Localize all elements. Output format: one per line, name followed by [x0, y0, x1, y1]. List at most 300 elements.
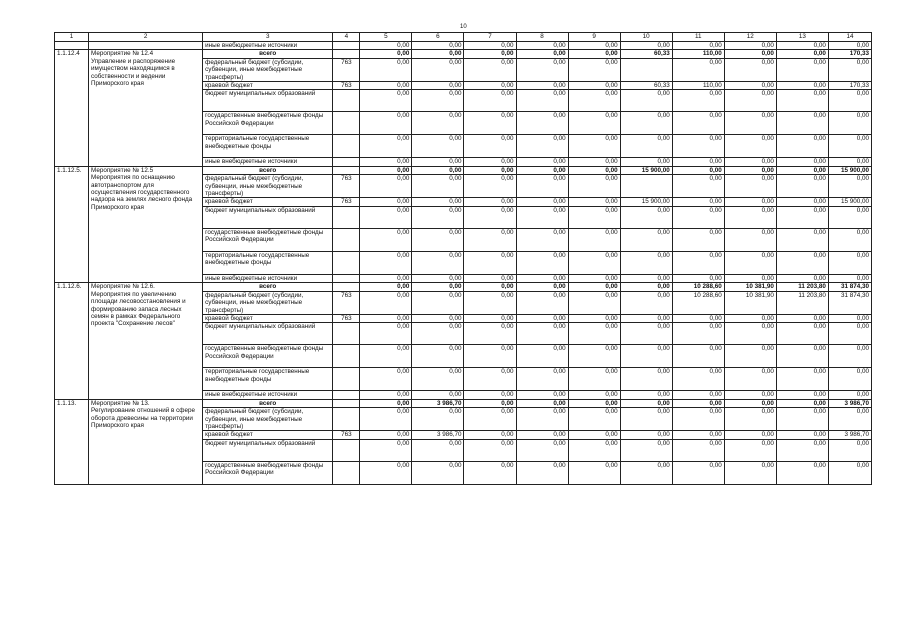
- amount-cell: 0,00: [568, 399, 620, 407]
- column-header: 13: [776, 33, 828, 42]
- amount-cell: 0,00: [672, 135, 724, 158]
- amount-cell: 0,00: [464, 135, 516, 158]
- amount-cell: 0,00: [776, 42, 828, 50]
- amount-cell: 0,00: [672, 166, 724, 174]
- amount-cell: 0,00: [828, 42, 871, 50]
- amount-cell: 0,00: [620, 345, 672, 368]
- amount-cell: 0,00: [568, 345, 620, 368]
- amount-cell: 0,00: [516, 50, 568, 58]
- budget-code: [333, 90, 360, 112]
- amount-cell: 0,00: [828, 314, 871, 322]
- budget-code: [333, 391, 360, 399]
- amount-cell: 0,00: [724, 158, 776, 166]
- group-total-row: [55, 50, 872, 58]
- amount-cell: 0,00: [828, 345, 871, 368]
- amount-cell: 0,00: [724, 175, 776, 198]
- amount-cell: 15 900,00: [828, 198, 871, 206]
- amount-cell: 0,00: [516, 58, 568, 81]
- amount-cell: 110,00: [672, 50, 724, 58]
- amount-cell: 0,00: [672, 368, 724, 391]
- table-row: [55, 42, 872, 50]
- funding-source: иные внебюджетные источники: [203, 391, 333, 399]
- amount-cell: 0,00: [360, 206, 412, 228]
- amount-cell: 0,00: [464, 274, 516, 282]
- amount-cell: 0,00: [724, 58, 776, 81]
- amount-cell: 0,00: [516, 42, 568, 50]
- amount-cell: 0,00: [672, 112, 724, 135]
- amount-cell: 0,00: [724, 408, 776, 431]
- amount-cell: 0,00: [360, 42, 412, 50]
- amount-cell: 0,00: [568, 251, 620, 274]
- amount-cell: 0,00: [828, 391, 871, 399]
- amount-cell: 31 874,30: [828, 291, 871, 314]
- amount-cell: 0,00: [620, 206, 672, 228]
- budget-code: [333, 274, 360, 282]
- budget-code: 763: [333, 82, 360, 90]
- amount-cell: 0,00: [464, 408, 516, 431]
- amount-cell: 0,00: [828, 439, 871, 461]
- amount-cell: 0,00: [464, 291, 516, 314]
- amount-cell: 0,00: [620, 399, 672, 407]
- amount-cell: 0,00: [412, 323, 464, 345]
- amount-cell: 0,00: [464, 314, 516, 322]
- amount-cell: 0,00: [568, 58, 620, 81]
- budget-code: [333, 112, 360, 135]
- funding-source: краевой бюджет: [203, 82, 333, 90]
- amount-cell: 0,00: [464, 283, 516, 291]
- amount-cell: 0,00: [620, 158, 672, 166]
- amount-cell: 60,33: [620, 50, 672, 58]
- funding-source: всего: [203, 50, 333, 58]
- amount-cell: 0,00: [360, 391, 412, 399]
- amount-cell: 0,00: [620, 391, 672, 399]
- amount-cell: 0,00: [516, 112, 568, 135]
- page-number: 10: [460, 24, 467, 30]
- amount-cell: 0,00: [516, 135, 568, 158]
- funding-source: территориальные государственные внебюджетные фонды: [203, 135, 333, 158]
- amount-cell: 0,00: [620, 228, 672, 251]
- amount-cell: 0,00: [568, 461, 620, 484]
- amount-cell: 0,00: [776, 323, 828, 345]
- amount-cell: 0,00: [776, 50, 828, 58]
- funding-source: государственные внебюджетные фонды Российской Федерации: [203, 228, 333, 251]
- amount-cell: 0,00: [724, 345, 776, 368]
- funding-source: государственные внебюджетные фонды Российской Федерации: [203, 112, 333, 135]
- amount-cell: 0,00: [828, 90, 871, 112]
- amount-cell: 0,00: [412, 345, 464, 368]
- amount-cell: 0,00: [672, 431, 724, 439]
- amount-cell: 0,00: [360, 112, 412, 135]
- budget-code: [333, 251, 360, 274]
- budget-table: [54, 32, 872, 485]
- amount-cell: 0,00: [776, 135, 828, 158]
- column-header: 3: [203, 33, 333, 42]
- amount-cell: 0,00: [360, 274, 412, 282]
- amount-cell: 0,00: [776, 158, 828, 166]
- budget-code: [333, 135, 360, 158]
- amount-cell: 15 900,00: [828, 166, 871, 174]
- amount-cell: 0,00: [412, 158, 464, 166]
- amount-cell: 0,00: [776, 345, 828, 368]
- amount-cell: 0,00: [724, 42, 776, 50]
- funding-source: бюджет муниципальных образований: [203, 439, 333, 461]
- column-header: 4: [333, 33, 360, 42]
- amount-cell: 0,00: [516, 82, 568, 90]
- amount-cell: 0,00: [464, 42, 516, 50]
- column-header: 11: [672, 33, 724, 42]
- amount-cell: 31 874,30: [828, 283, 871, 291]
- amount-cell: 0,00: [672, 399, 724, 407]
- amount-cell: 0,00: [672, 206, 724, 228]
- item-name-cell: Мероприятие № 12.5 Мероприятия по оснащению автотранспортом для осуществления государственного надзора на землях лесного фонда Приморского края: [89, 166, 203, 282]
- column-header: 10: [620, 33, 672, 42]
- item-name-cell: [89, 42, 203, 50]
- amount-cell: 0,00: [412, 291, 464, 314]
- budget-code: [333, 461, 360, 484]
- amount-cell: 0,00: [776, 198, 828, 206]
- amount-cell: 0,00: [568, 314, 620, 322]
- column-header: 5: [360, 33, 412, 42]
- budget-code: [333, 158, 360, 166]
- amount-cell: 0,00: [672, 158, 724, 166]
- amount-cell: 0,00: [360, 50, 412, 58]
- amount-cell: 0,00: [412, 228, 464, 251]
- amount-cell: 0,00: [724, 323, 776, 345]
- amount-cell: 3 986,70: [412, 431, 464, 439]
- amount-cell: 0,00: [724, 206, 776, 228]
- amount-cell: 0,00: [776, 90, 828, 112]
- amount-cell: 0,00: [568, 206, 620, 228]
- amount-cell: 0,00: [516, 291, 568, 314]
- amount-cell: 0,00: [516, 391, 568, 399]
- amount-cell: 10 381,90: [724, 283, 776, 291]
- budget-code: [333, 228, 360, 251]
- amount-cell: 0,00: [724, 251, 776, 274]
- amount-cell: 0,00: [568, 431, 620, 439]
- amount-cell: 0,00: [464, 439, 516, 461]
- amount-cell: 0,00: [724, 50, 776, 58]
- amount-cell: 0,00: [776, 112, 828, 135]
- column-header: 9: [568, 33, 620, 42]
- item-number-cell: 1.1.13.: [55, 399, 89, 484]
- amount-cell: 0,00: [620, 439, 672, 461]
- amount-cell: 0,00: [360, 399, 412, 407]
- amount-cell: 0,00: [568, 166, 620, 174]
- amount-cell: 11 203,80: [776, 283, 828, 291]
- amount-cell: 10 288,60: [672, 283, 724, 291]
- amount-cell: 0,00: [568, 175, 620, 198]
- amount-cell: 0,00: [776, 206, 828, 228]
- amount-cell: 0,00: [568, 323, 620, 345]
- amount-cell: 0,00: [568, 283, 620, 291]
- amount-cell: 0,00: [360, 461, 412, 484]
- amount-cell: 0,00: [516, 166, 568, 174]
- amount-cell: 0,00: [828, 175, 871, 198]
- amount-cell: 0,00: [360, 431, 412, 439]
- funding-source: территориальные государственные внебюджетные фонды: [203, 368, 333, 391]
- budget-code: 763: [333, 198, 360, 206]
- amount-cell: 0,00: [464, 431, 516, 439]
- amount-cell: 0,00: [776, 431, 828, 439]
- amount-cell: 0,00: [516, 399, 568, 407]
- amount-cell: 0,00: [516, 368, 568, 391]
- amount-cell: 0,00: [828, 461, 871, 484]
- amount-cell: 0,00: [620, 283, 672, 291]
- amount-cell: 0,00: [776, 368, 828, 391]
- amount-cell: 0,00: [464, 399, 516, 407]
- amount-cell: 0,00: [776, 439, 828, 461]
- amount-cell: 0,00: [360, 283, 412, 291]
- amount-cell: 0,00: [620, 431, 672, 439]
- funding-source: федеральный бюджет (субсидии, субвенции, иные межбюджетные трансферты): [203, 58, 333, 81]
- amount-cell: 0,00: [828, 274, 871, 282]
- amount-cell: 15 900,00: [620, 198, 672, 206]
- amount-cell: 0,00: [412, 82, 464, 90]
- amount-cell: 0,00: [828, 251, 871, 274]
- funding-source: бюджет муниципальных образований: [203, 90, 333, 112]
- amount-cell: 0,00: [360, 323, 412, 345]
- amount-cell: 0,00: [464, 158, 516, 166]
- amount-cell: 0,00: [568, 391, 620, 399]
- item-number-cell: 1.1.12.5.: [55, 166, 89, 282]
- amount-cell: 0,00: [672, 408, 724, 431]
- amount-cell: 0,00: [360, 439, 412, 461]
- amount-cell: 0,00: [412, 166, 464, 174]
- funding-source: бюджет муниципальных образований: [203, 323, 333, 345]
- amount-cell: 0,00: [412, 274, 464, 282]
- funding-source: всего: [203, 283, 333, 291]
- budget-code: [333, 323, 360, 345]
- amount-cell: 0,00: [412, 251, 464, 274]
- amount-cell: 0,00: [828, 408, 871, 431]
- amount-cell: 0,00: [776, 251, 828, 274]
- amount-cell: 0,00: [672, 461, 724, 484]
- amount-cell: 0,00: [360, 314, 412, 322]
- amount-cell: 0,00: [724, 399, 776, 407]
- group-total-row: [55, 283, 872, 291]
- amount-cell: 0,00: [360, 135, 412, 158]
- amount-cell: 0,00: [724, 431, 776, 439]
- amount-cell: 0,00: [516, 158, 568, 166]
- amount-cell: 0,00: [516, 323, 568, 345]
- amount-cell: 0,00: [516, 439, 568, 461]
- amount-cell: 0,00: [672, 42, 724, 50]
- amount-cell: 0,00: [464, 166, 516, 174]
- amount-cell: 0,00: [568, 158, 620, 166]
- item-number-cell: 1.1.12.6.: [55, 283, 89, 399]
- amount-cell: 0,00: [516, 431, 568, 439]
- funding-source: государственные внебюджетные фонды Российской Федерации: [203, 461, 333, 484]
- amount-cell: 0,00: [620, 90, 672, 112]
- amount-cell: 0,00: [412, 461, 464, 484]
- amount-cell: 0,00: [776, 166, 828, 174]
- amount-cell: 0,00: [464, 82, 516, 90]
- amount-cell: 0,00: [360, 58, 412, 81]
- amount-cell: 0,00: [724, 135, 776, 158]
- amount-cell: 170,33: [828, 82, 871, 90]
- group-total-row: [55, 166, 872, 174]
- amount-cell: 3 986,70: [828, 399, 871, 407]
- amount-cell: 0,00: [828, 368, 871, 391]
- column-header: 7: [464, 33, 516, 42]
- amount-cell: 0,00: [464, 323, 516, 345]
- budget-code: 763: [333, 431, 360, 439]
- amount-cell: 0,00: [672, 345, 724, 368]
- amount-cell: 0,00: [568, 42, 620, 50]
- amount-cell: 0,00: [516, 283, 568, 291]
- budget-table-body: [55, 33, 872, 485]
- amount-cell: 0,00: [516, 90, 568, 112]
- budget-code: [333, 399, 360, 407]
- amount-cell: 0,00: [464, 58, 516, 81]
- budget-code: [333, 368, 360, 391]
- amount-cell: 60,33: [620, 82, 672, 90]
- amount-cell: 0,00: [516, 228, 568, 251]
- amount-cell: 0,00: [516, 461, 568, 484]
- column-header: 12: [724, 33, 776, 42]
- item-name-cell: Мероприятие № 13. Регулирование отношений в сфере оборота древесины на территории Приморского края: [89, 399, 203, 484]
- amount-cell: 0,00: [568, 291, 620, 314]
- amount-cell: 0,00: [412, 283, 464, 291]
- amount-cell: 0,00: [568, 50, 620, 58]
- amount-cell: 0,00: [620, 408, 672, 431]
- amount-cell: 0,00: [776, 228, 828, 251]
- amount-cell: 0,00: [620, 251, 672, 274]
- amount-cell: 0,00: [412, 391, 464, 399]
- amount-cell: 0,00: [568, 274, 620, 282]
- amount-cell: 0,00: [412, 206, 464, 228]
- amount-cell: 0,00: [568, 198, 620, 206]
- amount-cell: 0,00: [360, 345, 412, 368]
- amount-cell: 0,00: [568, 439, 620, 461]
- amount-cell: 0,00: [516, 314, 568, 322]
- amount-cell: 170,33: [828, 50, 871, 58]
- item-name-cell: Мероприятие № 12.4 Управление и распоряжение имуществом находящимся в собственности и ведении Приморского края: [89, 50, 203, 166]
- amount-cell: 0,00: [412, 314, 464, 322]
- budget-code: [333, 408, 360, 431]
- budget-code: 763: [333, 314, 360, 322]
- amount-cell: 11 203,80: [776, 291, 828, 314]
- funding-source: территориальные государственные внебюджетные фонды: [203, 251, 333, 274]
- budget-code: 763: [333, 175, 360, 198]
- amount-cell: 10 288,60: [672, 291, 724, 314]
- funding-source: бюджет муниципальных образований: [203, 206, 333, 228]
- amount-cell: 0,00: [360, 90, 412, 112]
- funding-source: федеральный бюджет (субсидии, субвенции, иные межбюджетные трансферты): [203, 175, 333, 198]
- column-number-row: [55, 33, 872, 42]
- amount-cell: 0,00: [672, 439, 724, 461]
- amount-cell: 110,00: [672, 82, 724, 90]
- amount-cell: 0,00: [828, 135, 871, 158]
- amount-cell: 0,00: [776, 391, 828, 399]
- amount-cell: 0,00: [620, 323, 672, 345]
- amount-cell: 0,00: [360, 228, 412, 251]
- amount-cell: 0,00: [724, 166, 776, 174]
- amount-cell: 0,00: [828, 206, 871, 228]
- column-header: 2: [89, 33, 203, 42]
- amount-cell: 0,00: [412, 90, 464, 112]
- column-header: 8: [516, 33, 568, 42]
- amount-cell: 0,00: [776, 399, 828, 407]
- amount-cell: 0,00: [672, 314, 724, 322]
- amount-cell: 0,00: [620, 274, 672, 282]
- amount-cell: 0,00: [568, 135, 620, 158]
- amount-cell: 0,00: [776, 175, 828, 198]
- amount-cell: 0,00: [568, 82, 620, 90]
- budget-code: 763: [333, 291, 360, 314]
- item-number-cell: 1.1.12.4: [55, 50, 89, 166]
- amount-cell: 0,00: [360, 198, 412, 206]
- budget-code: [333, 345, 360, 368]
- amount-cell: 0,00: [776, 408, 828, 431]
- amount-cell: 0,00: [672, 323, 724, 345]
- amount-cell: 0,00: [672, 198, 724, 206]
- column-header: 1: [55, 33, 89, 42]
- amount-cell: 0,00: [360, 251, 412, 274]
- amount-cell: 0,00: [724, 274, 776, 282]
- group-total-row: [55, 399, 872, 407]
- amount-cell: 0,00: [724, 90, 776, 112]
- amount-cell: 0,00: [464, 198, 516, 206]
- amount-cell: [620, 58, 672, 81]
- amount-cell: 10 381,90: [724, 291, 776, 314]
- amount-cell: 0,00: [412, 408, 464, 431]
- amount-cell: 0,00: [464, 345, 516, 368]
- amount-cell: 0,00: [828, 58, 871, 81]
- amount-cell: 0,00: [620, 314, 672, 322]
- funding-source: иные внебюджетные источники: [203, 274, 333, 282]
- funding-source: государственные внебюджетные фонды Российской Федерации: [203, 345, 333, 368]
- item-name-cell: Мероприятие № 12.6. Мероприятия по увеличению площади лесовосстановления и формированию запаса лесных семян в рамках Федерального проекта "Сохранение лесов": [89, 283, 203, 399]
- amount-cell: 0,00: [724, 461, 776, 484]
- amount-cell: 0,00: [516, 206, 568, 228]
- amount-cell: 0,00: [828, 228, 871, 251]
- amount-cell: 0,00: [724, 228, 776, 251]
- funding-source: иные внебюджетные источники: [203, 158, 333, 166]
- budget-code: [333, 166, 360, 174]
- amount-cell: 0,00: [724, 391, 776, 399]
- amount-cell: 0,00: [776, 461, 828, 484]
- budget-code: 763: [333, 58, 360, 81]
- amount-cell: 0,00: [464, 228, 516, 251]
- amount-cell: 0,00: [568, 408, 620, 431]
- amount-cell: 0,00: [672, 391, 724, 399]
- amount-cell: 0,00: [516, 274, 568, 282]
- amount-cell: 0,00: [672, 228, 724, 251]
- funding-source: федеральный бюджет (субсидии, субвенции, иные межбюджетные трансферты): [203, 408, 333, 431]
- funding-source: краевой бюджет: [203, 198, 333, 206]
- amount-cell: 0,00: [516, 198, 568, 206]
- amount-cell: 0,00: [776, 82, 828, 90]
- amount-cell: 0,00: [412, 439, 464, 461]
- amount-cell: 0,00: [464, 368, 516, 391]
- funding-source: всего: [203, 166, 333, 174]
- amount-cell: 0,00: [412, 135, 464, 158]
- amount-cell: 0,00: [412, 42, 464, 50]
- amount-cell: 0,00: [724, 82, 776, 90]
- amount-cell: 0,00: [568, 112, 620, 135]
- amount-cell: 0,00: [620, 42, 672, 50]
- amount-cell: 3 986,70: [412, 399, 464, 407]
- amount-cell: 0,00: [516, 408, 568, 431]
- amount-cell: 0,00: [516, 251, 568, 274]
- amount-cell: 0,00: [568, 228, 620, 251]
- item-number-cell: [55, 42, 89, 50]
- amount-cell: 0,00: [360, 158, 412, 166]
- funding-source: иные внебюджетные источники: [203, 42, 333, 50]
- amount-cell: 0,00: [412, 58, 464, 81]
- amount-cell: [620, 175, 672, 198]
